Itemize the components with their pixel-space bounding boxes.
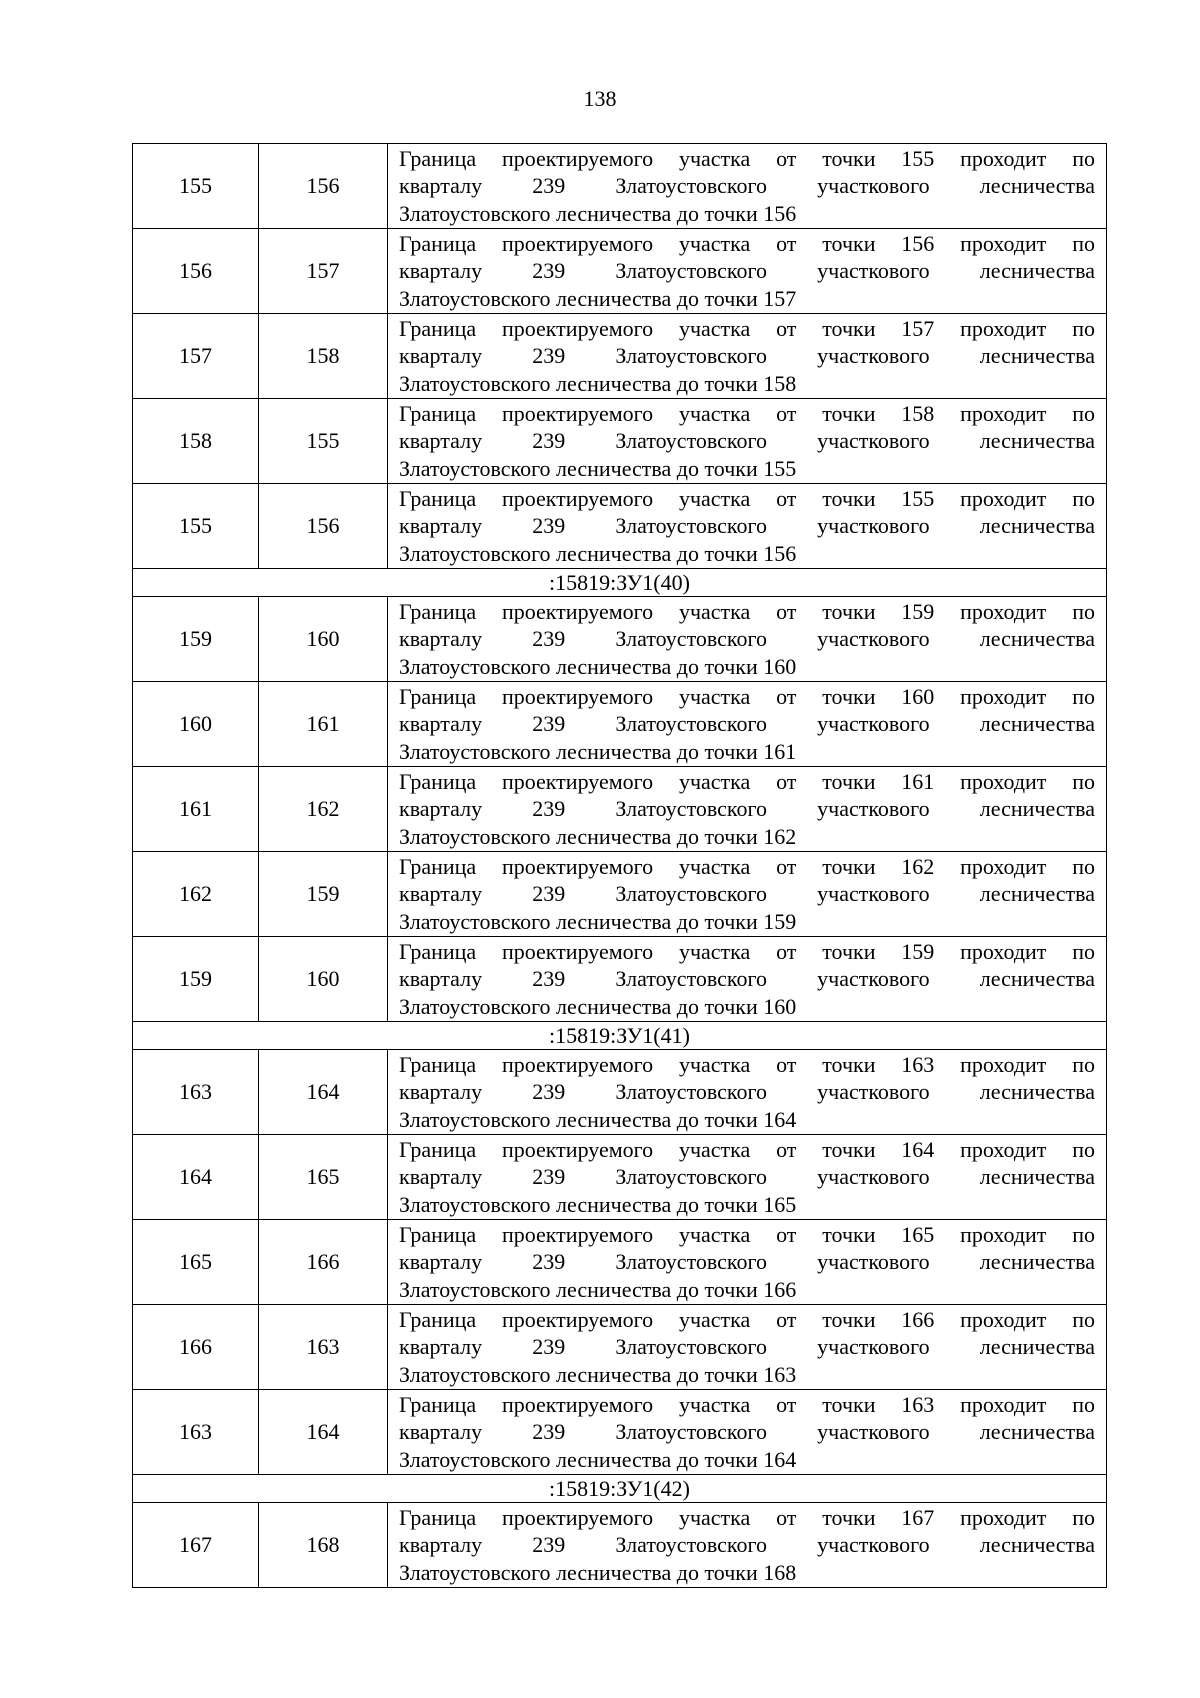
description-line: Златоустовского лесничества до точки 166: [399, 1276, 797, 1302]
description-line: Златоустовского лесничества до точки 160: [399, 993, 797, 1019]
table-row: [133, 937, 1107, 1022]
description-line: Златоустовского лесничества до точки 165: [399, 1191, 797, 1217]
section-label: :15819:ЗУ1(40): [133, 569, 1107, 597]
description-line: Златоустовского лесничества до точки 156: [399, 200, 797, 226]
table-row: [133, 1220, 1107, 1305]
point-to-cell: 156: [259, 484, 388, 569]
description-line: Граница проектируемого участка от точки 165 проходит по: [399, 1221, 1095, 1247]
point-from-cell: 160: [133, 682, 259, 767]
description-line: кварталу 239 Златоустовского участкового лесничества: [399, 881, 1095, 907]
boundary-description-cell: [388, 682, 1107, 767]
point-from-cell: 163: [133, 1050, 259, 1135]
description-line: Златоустовского лесничества до точки 164: [399, 1106, 797, 1132]
description-line: Граница проектируемого участка от точки 167 проходит по: [399, 1504, 1095, 1530]
point-from-cell: 164: [133, 1135, 259, 1220]
description-line: Златоустовского лесничества до точки 155: [399, 455, 797, 481]
boundary-description-cell: [388, 1220, 1107, 1305]
boundary-description-cell: [388, 484, 1107, 569]
point-to-cell: 159: [259, 852, 388, 937]
boundary-description-cell: [388, 937, 1107, 1022]
boundary-description-cell: [388, 1390, 1107, 1475]
point-to-cell: 163: [259, 1305, 388, 1390]
description-line: Златоустовского лесничества до точки 162: [399, 823, 797, 849]
table-row: [133, 1305, 1107, 1390]
description-line: Граница проектируемого участка от точки 161 проходит по: [399, 768, 1095, 794]
boundary-description-cell: [388, 229, 1107, 314]
table-row: [133, 399, 1107, 484]
point-to-cell: 164: [259, 1050, 388, 1135]
table-row: [133, 229, 1107, 314]
description-line: Граница проектируемого участка от точки 159 проходит по: [399, 598, 1095, 624]
point-from-cell: 159: [133, 937, 259, 1022]
boundary-description-cell: [388, 852, 1107, 937]
table-row: [133, 682, 1107, 767]
description-line: кварталу 239 Златоустовского участкового лесничества: [399, 966, 1095, 992]
description-line: Златоустовского лесничества до точки 164: [399, 1446, 797, 1472]
point-to-cell: 156: [259, 144, 388, 229]
boundary-description-cell: [388, 1050, 1107, 1135]
point-from-cell: 159: [133, 597, 259, 682]
description-line: кварталу 239 Златоустовского участкового лесничества: [399, 1419, 1095, 1445]
description-line: Златоустовского лесничества до точки 160: [399, 653, 797, 679]
point-from-cell: 166: [133, 1305, 259, 1390]
description-line: Граница проектируемого участка от точки 164 проходит по: [399, 1136, 1095, 1162]
description-line: кварталу 239 Златоустовского участкового лесничества: [399, 1079, 1095, 1105]
point-from-cell: 161: [133, 767, 259, 852]
description-line: Граница проектируемого участка от точки 157 проходит по: [399, 315, 1095, 341]
page-number: 138: [583, 86, 617, 111]
description-line: Граница проектируемого участка от точки 160 проходит по: [399, 683, 1095, 709]
point-to-cell: 157: [259, 229, 388, 314]
description-line: Златоустовского лесничества до точки 159: [399, 908, 797, 934]
boundary-description-cell: [388, 767, 1107, 852]
description-line: кварталу 239 Златоустовского участкового лесничества: [399, 796, 1095, 822]
point-from-cell: 158: [133, 399, 259, 484]
point-to-cell: 165: [259, 1135, 388, 1220]
description-line: Златоустовского лесничества до точки 168: [399, 1559, 797, 1585]
section-header-row: [133, 1022, 1107, 1050]
boundary-table: [132, 143, 1107, 1588]
description-line: кварталу 239 Златоустовского участкового лесничества: [399, 626, 1095, 652]
point-from-cell: 162: [133, 852, 259, 937]
description-line: кварталу 239 Златоустовского участкового лесничества: [399, 258, 1095, 284]
description-line: кварталу 239 Златоустовского участкового лесничества: [399, 173, 1095, 199]
point-from-cell: 156: [133, 229, 259, 314]
boundary-description-cell: [388, 144, 1107, 229]
description-line: Граница проектируемого участка от точки 155 проходит по: [399, 485, 1095, 511]
point-from-cell: 165: [133, 1220, 259, 1305]
boundary-description-cell: [388, 1305, 1107, 1390]
table-row: [133, 597, 1107, 682]
description-line: кварталу 239 Златоустовского участкового лесничества: [399, 1164, 1095, 1190]
description-line: Златоустовского лесничества до точки 157: [399, 285, 797, 311]
table-row: [133, 1135, 1107, 1220]
table-row: [133, 1390, 1107, 1475]
point-from-cell: 163: [133, 1390, 259, 1475]
table-row: [133, 144, 1107, 229]
table-row: [133, 484, 1107, 569]
description-line: Златоустовского лесничества до точки 163: [399, 1361, 797, 1387]
description-line: Граница проектируемого участка от точки 163 проходит по: [399, 1391, 1095, 1417]
table-row: [133, 1503, 1107, 1588]
point-to-cell: 155: [259, 399, 388, 484]
point-to-cell: 160: [259, 597, 388, 682]
point-from-cell: 155: [133, 484, 259, 569]
description-line: Граница проектируемого участка от точки 166 проходит по: [399, 1306, 1095, 1332]
description-line: Златоустовского лесничества до точки 158: [399, 370, 797, 396]
point-to-cell: 164: [259, 1390, 388, 1475]
description-line: кварталу 239 Златоустовского участкового лесничества: [399, 1532, 1095, 1558]
section-header-row: [133, 569, 1107, 597]
section-label: :15819:ЗУ1(42): [133, 1475, 1107, 1503]
table-body: [133, 144, 1107, 1588]
boundary-description-cell: [388, 314, 1107, 399]
point-from-cell: 157: [133, 314, 259, 399]
description-line: кварталу 239 Златоустовского участкового лесничества: [399, 711, 1095, 737]
description-line: кварталу 239 Златоустовского участкового лесничества: [399, 513, 1095, 539]
description-line: Граница проектируемого участка от точки 156 проходит по: [399, 230, 1095, 256]
point-from-cell: 167: [133, 1503, 259, 1588]
description-line: Златоустовского лесничества до точки 156: [399, 540, 797, 566]
boundary-description-cell: [388, 1135, 1107, 1220]
description-line: Граница проектируемого участка от точки 159 проходит по: [399, 938, 1095, 964]
description-line: кварталу 239 Златоустовского участкового лесничества: [399, 343, 1095, 369]
boundary-description-cell: [388, 399, 1107, 484]
point-from-cell: 155: [133, 144, 259, 229]
point-to-cell: 166: [259, 1220, 388, 1305]
table-row: [133, 1050, 1107, 1135]
table-row: [133, 767, 1107, 852]
point-to-cell: 158: [259, 314, 388, 399]
point-to-cell: 160: [259, 937, 388, 1022]
description-line: Граница проектируемого участка от точки 163 проходит по: [399, 1051, 1095, 1077]
description-line: кварталу 239 Златоустовского участкового лесничества: [399, 1249, 1095, 1275]
description-line: Граница проектируемого участка от точки 158 проходит по: [399, 400, 1095, 426]
section-header-row: [133, 1475, 1107, 1503]
description-line: кварталу 239 Златоустовского участкового лесничества: [399, 428, 1095, 454]
description-line: Граница проектируемого участка от точки 162 проходит по: [399, 853, 1095, 879]
boundary-description-cell: [388, 1503, 1107, 1588]
description-line: Граница проектируемого участка от точки 155 проходит по: [399, 145, 1095, 171]
description-line: Златоустовского лесничества до точки 161: [399, 738, 797, 764]
point-to-cell: 168: [259, 1503, 388, 1588]
description-line: кварталу 239 Златоустовского участкового лесничества: [399, 1334, 1095, 1360]
table-row: [133, 314, 1107, 399]
table-row: [133, 852, 1107, 937]
point-to-cell: 162: [259, 767, 388, 852]
boundary-description-cell: [388, 597, 1107, 682]
point-to-cell: 161: [259, 682, 388, 767]
section-label: :15819:ЗУ1(41): [133, 1022, 1107, 1050]
